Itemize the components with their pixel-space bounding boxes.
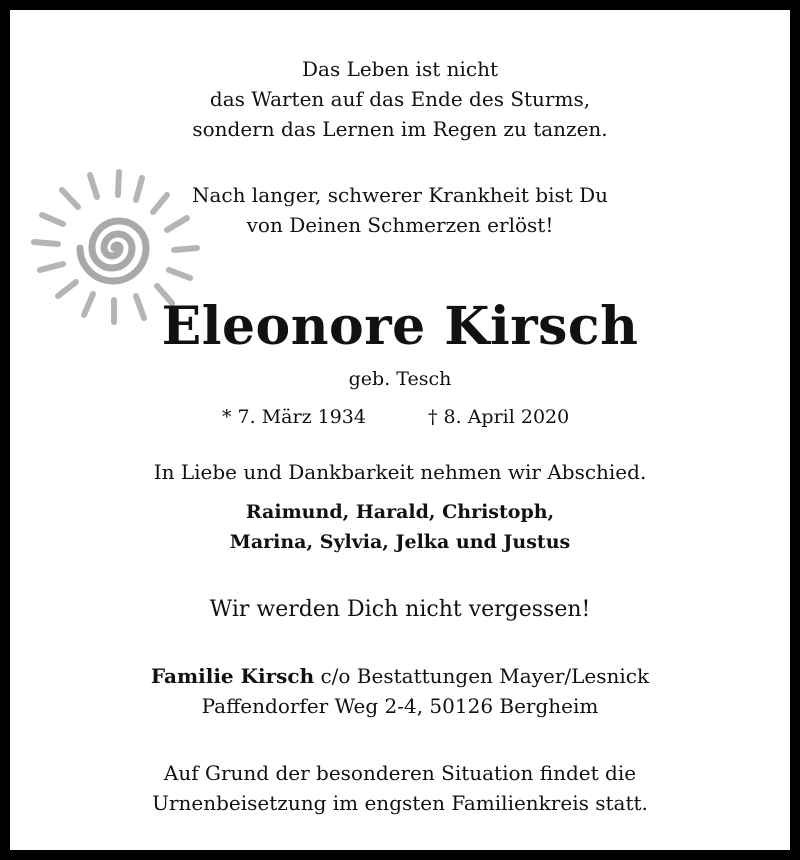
contact-address: Paffendorfer Weg 2-4, 50126 Bergheim <box>201 694 599 718</box>
mourners-line: Raimund, Harald, Christoph, <box>245 501 555 523</box>
motto-line: das Warten auf das Ende des Sturms, <box>209 87 591 111</box>
mourners-line: Marina, Sylvia, Jelka und Justus <box>229 531 571 553</box>
motto-line: sondern das Lernen im Regen zu tanzen. <box>192 117 608 141</box>
care-of: c/o Bestattungen Mayer/Lesnick <box>314 664 650 688</box>
motto-line: Das Leben ist nicht <box>301 57 499 81</box>
farewell-statement: In Liebe und Dankbarkeit nehmen wir Abschied. <box>153 460 647 484</box>
birth-date: * 7. März 1934 <box>222 406 366 428</box>
maiden-name: geb. Tesch <box>348 368 452 390</box>
farewell-line: Nach langer, schwerer Krankheit bist Du <box>191 183 609 207</box>
family-name: Familie Kirsch <box>150 664 315 688</box>
death-date: † 8. April 2020 <box>428 406 570 428</box>
closing-line: Wir werden Dich nicht vergessen! <box>209 597 591 622</box>
deceased-name: Eleonore Kirsch <box>161 296 639 357</box>
contact-line <box>10 661 790 691</box>
notice-line: Auf Grund der besonderen Situation findet die <box>163 761 637 785</box>
farewell-line: von Deinen Schmerzen erlöst! <box>246 213 554 237</box>
notice-line: Urnenbeisetzung im engsten Familienkreis statt. <box>152 791 648 815</box>
